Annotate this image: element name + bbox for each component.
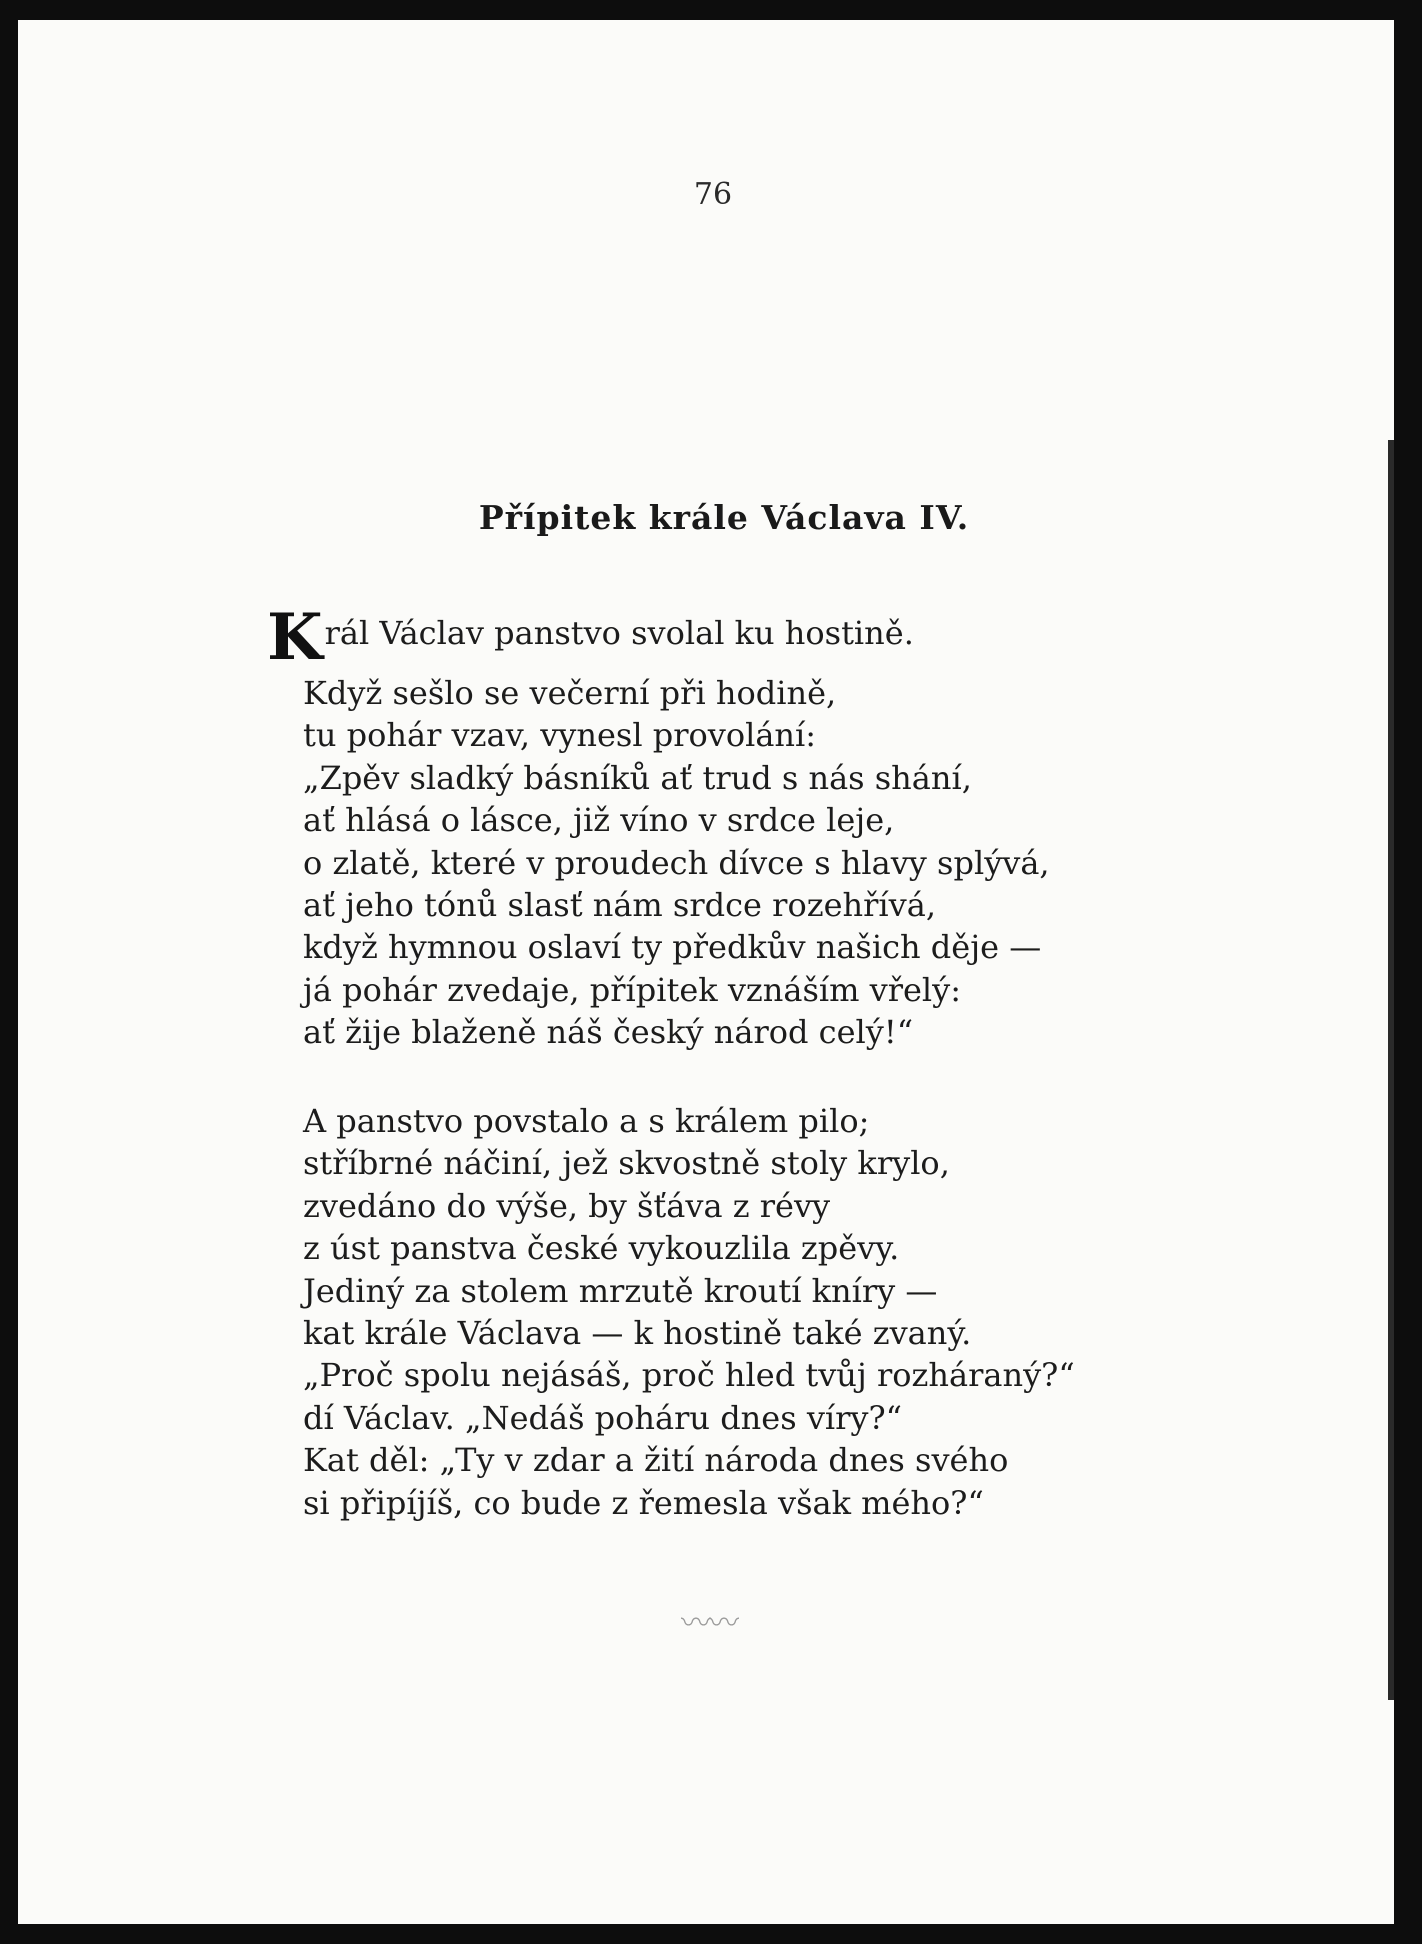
poem-line: stříbrné náčiní, jež skvostně stoly krylo, [303,1144,950,1183]
poem-line: ať hlásá o lásce, již víno v srdce leje, [303,801,895,840]
poem-line: Kat děl: „Ty v zdar a žití národa dnes svého [303,1441,1009,1480]
poem-line-text: rál Václav panstvo svolal ku hostině. [324,614,914,652]
poem-title: Přípitek krále Václava IV. [478,498,970,537]
ornament-divider: 〰〰 [681,1606,737,1641]
poem-line: já pohár zvedaje, přípitek vznáším vřelý: [303,970,962,1009]
poem-line: ať žije blaženě náš český národ celý!“ [303,1013,914,1052]
stanza-1 [267,600,1050,1054]
book-page [18,20,1394,1924]
poem-line: A panstvo povstalo a s králem pilo; [303,1102,870,1140]
poem-line: o zlatě, které v proudech dívce s hlavy splývá, [303,843,1050,882]
page-edge-shadow [1388,440,1394,1700]
poem-line: si připíjíš, co bude z řemesla však mého?“ [303,1483,984,1522]
poem-line: ať jeho tónů slasť nám srdce rozehřívá, [303,886,936,925]
poem-line: Jediný za stolem mrzutě kroutí kníry — [303,1271,938,1310]
stanza-2 [303,1100,1075,1524]
poem-line: tu pohár vzav, vynesl provolání: [303,716,817,755]
poem-line: když hymnou oslaví ty předkův našich děje — [303,928,1042,967]
poem-line [267,600,1050,675]
page-number: 76 [693,177,733,212]
poem-line: „Proč spolu nejásáš, proč hled tvůj rozháraný?“ [303,1356,1075,1395]
poem-line: „Zpěv sladký básníků ať trud s nás shání, [303,758,972,797]
drop-cap: K [267,600,323,675]
poem-line: z úst panstva české vykouzlila zpěvy. [303,1229,900,1268]
poem-line: kat krále Václava — k hostině také zvaný. [303,1314,972,1353]
poem-line: dí Václav. „Nedáš poháru dnes víry?“ [303,1398,903,1437]
poem-line: Když sešlo se večerní při hodině, [303,674,837,712]
poem-line: zvedáno do výše, by šťáva z révy [303,1186,831,1225]
